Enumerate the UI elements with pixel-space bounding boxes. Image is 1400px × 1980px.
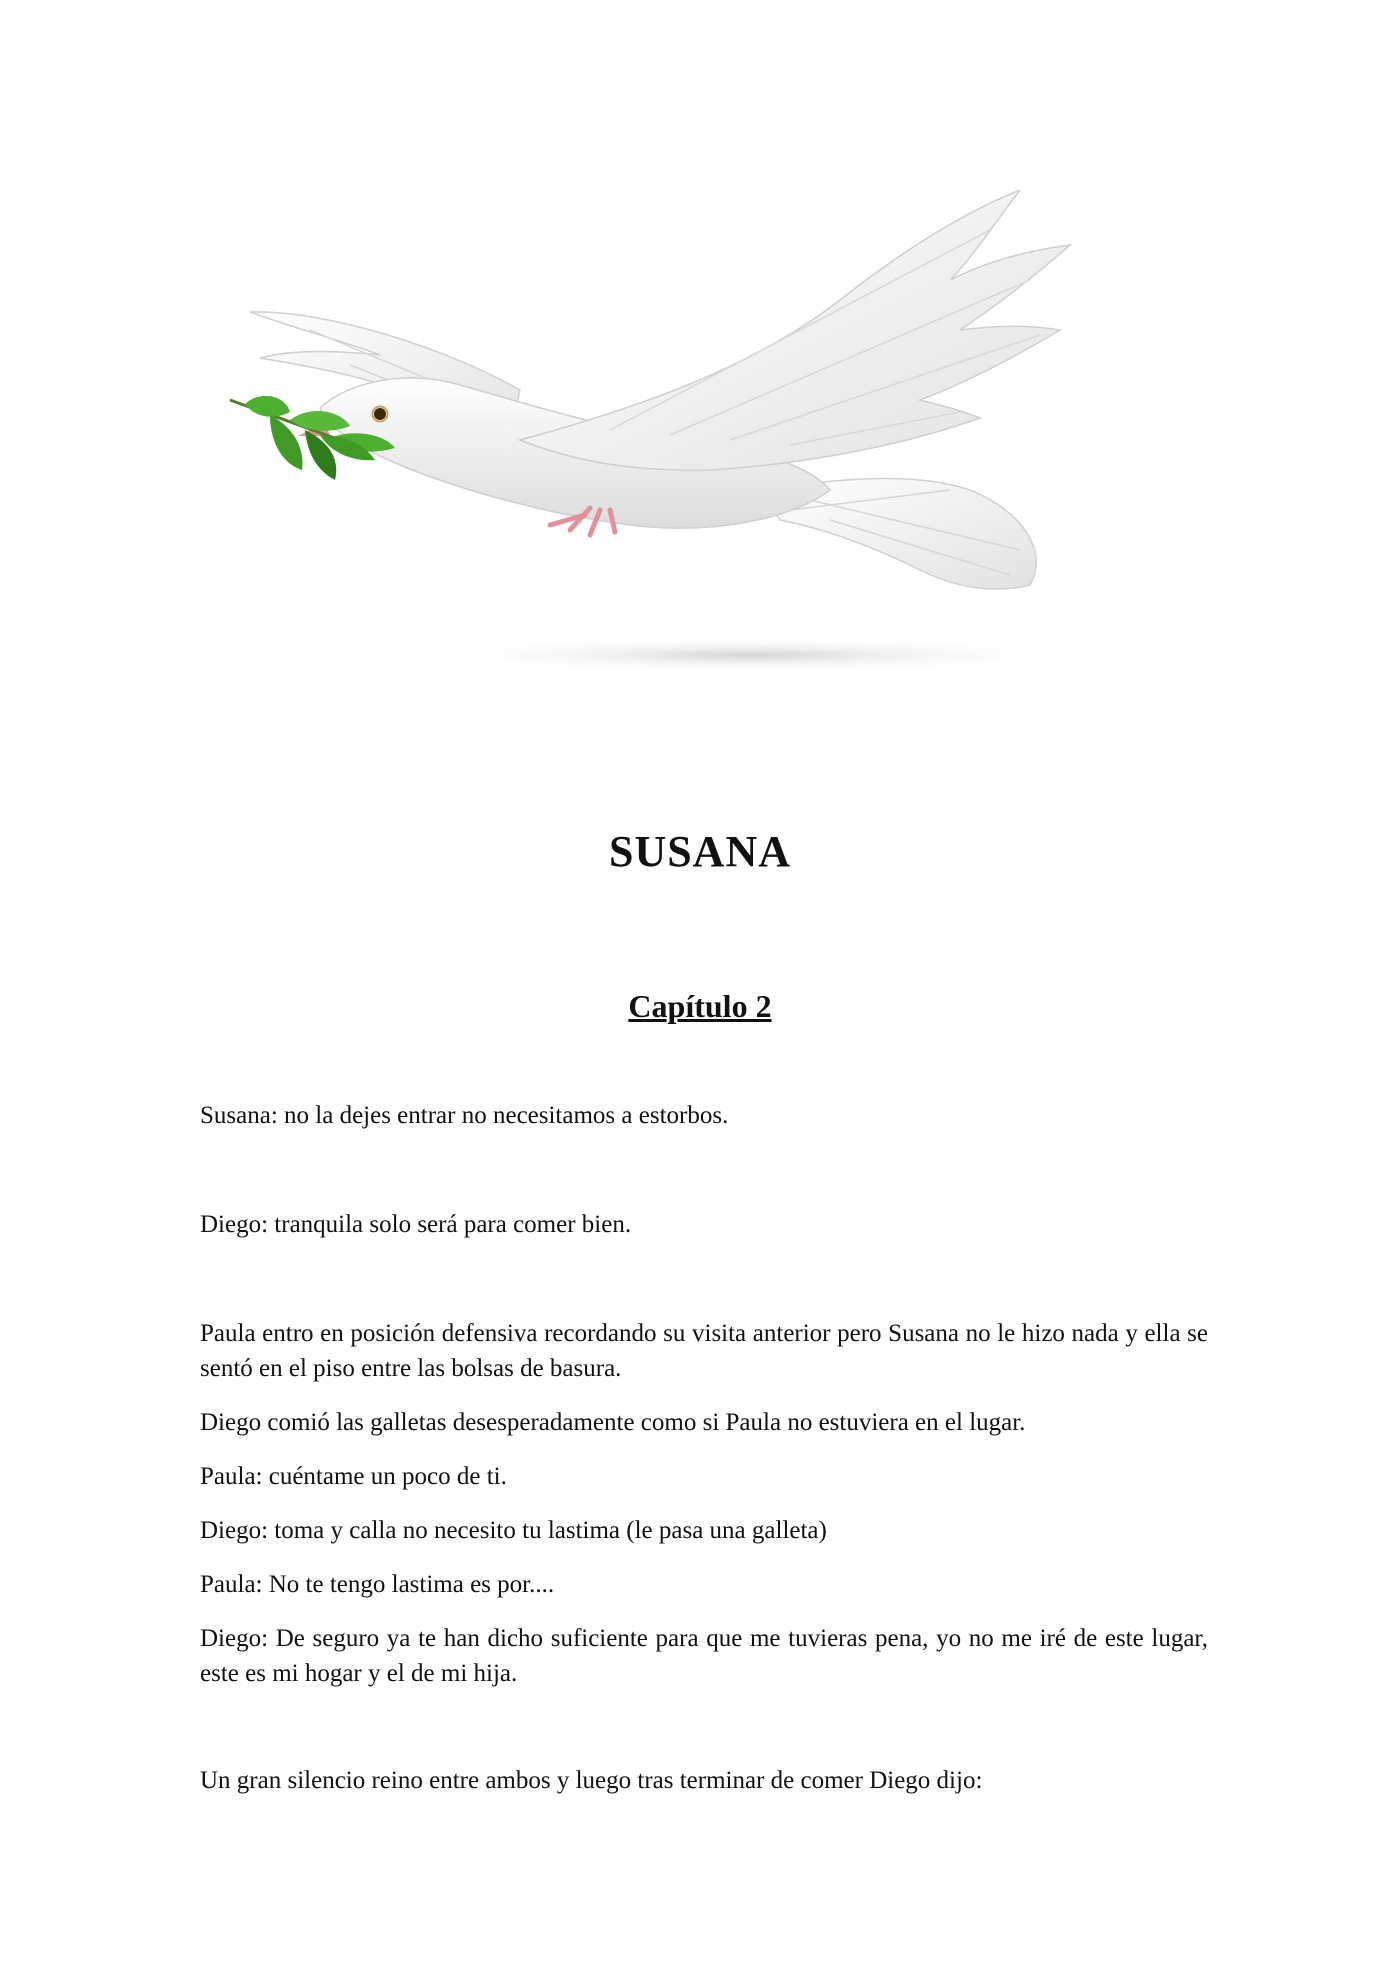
dove-shadow [420,637,1080,673]
paragraph: Diego comió las galletas desesperadamente como si Paula no estuviera en el lugar. [200,1409,1026,1436]
paragraph: Paula: cuéntame un poco de ti. [200,1463,507,1490]
paragraph: Paula: No te tengo lastima es por.... [200,1571,555,1598]
paragraph: Susana: no la dejes entrar no necesitamos a estorbos. [200,1102,729,1129]
paragraph: Diego: tranquila solo será para comer bien. [200,1211,632,1238]
paragraph: Diego: toma y calla no necesito tu lastima (le pasa una galleta) [200,1517,827,1544]
paragraph: Paula entro en posición defensiva recordando su visita anterior pero Susana no le hizo nada y ella se sentó en el piso entre las bolsas de basura. [200,1320,1208,1382]
dove-eye [374,408,386,420]
paragraph: Diego: De seguro ya te han dicho suficiente para que me tuvieras pena, yo no me iré de este lugar, este es mi hogar y el de mi hija. [200,1625,1208,1687]
dove-with-olive-branch-icon [190,190,1220,710]
paragraph: Un gran silencio reino entre ambos y luego tras terminar de comer Diego dijo: [200,1767,983,1794]
document-title: SUSANA [608,827,792,876]
chapter-heading: Capítulo 2 [628,988,772,1024]
